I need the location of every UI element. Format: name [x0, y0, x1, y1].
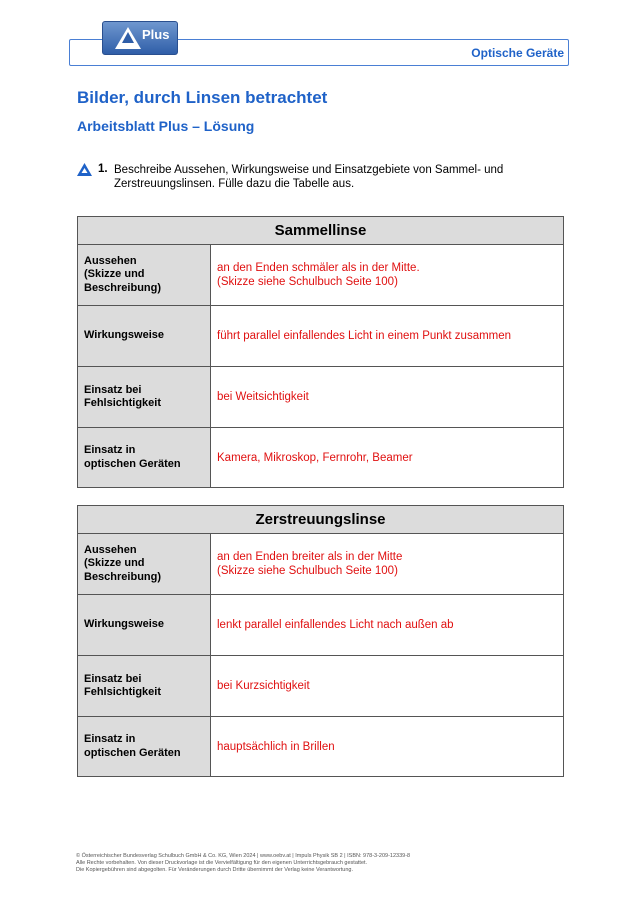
row-answer: lenkt parallel einfallendes Licht nach außen ab [217, 619, 454, 631]
plus-logo [102, 21, 178, 55]
table-row [78, 245, 564, 306]
row-answer: führt parallel einfallendes Licht in einem Punkt zusammen [217, 330, 512, 342]
row-answer: an den Enden schmäler als in der Mitte. (Skizze siehe Schulbuch Seite 100) [217, 262, 420, 288]
footer-copyright: © Österreichischer Bundesverlag Schulbuch GmbH & Co. KG, Wien 2024 | www.oebv.at | Impuls Physik SB 2 | ISBN: 978-3-209-12339-8 [76, 853, 411, 859]
table-row [78, 656, 564, 717]
row-label: Einsatz in optischen Geräten [84, 733, 181, 759]
footer-fees: Die Kopiergebühren sind abgegolten. Für Veränderungen durch Dritte übernimmt der Verlag keine Verantwortung. [76, 867, 354, 873]
row-answer: hauptsächlich in Brillen [217, 740, 335, 753]
row-answer: an den Enden breiter als in der Mitte (Skizze siehe Schulbuch Seite 100) [217, 551, 403, 577]
table-row [78, 717, 564, 777]
table-row [78, 534, 564, 595]
table-row [78, 306, 564, 367]
page-subtitle: Arbeitsblatt Plus – Lösung [77, 118, 255, 134]
row-label: Aussehen (Skizze und Beschreibung) [84, 543, 162, 583]
triangle-task-icon [77, 163, 92, 176]
row-label: Wirkungsweise [84, 618, 164, 631]
table-heading: Zerstreuungslinse [78, 506, 564, 534]
row-label: Einsatz in optischen Geräten [84, 444, 181, 470]
row-label: Aussehen (Skizze und Beschreibung) [84, 254, 162, 294]
row-label: Einsatz bei Fehlsichtigkeit [84, 672, 162, 698]
row-answer: Kamera, Mikroskop, Fernrohr, Beamer [217, 451, 413, 464]
page-title: Bilder, durch Linsen betrachtet [77, 88, 328, 107]
footer-rights: Alle Rechte vorbehalten. Von dieser Druckvorlage ist die Vervielfältigung für den eigenen Unterrichtsgebrauch gestattet. [76, 860, 368, 866]
table-row [78, 595, 564, 656]
row-answer: bei Kurzsichtigkeit [217, 680, 310, 692]
footer [76, 853, 596, 874]
triangle-logo-icon [114, 26, 142, 50]
table-row [78, 428, 564, 488]
table-sammellinse [77, 216, 564, 488]
row-answer: bei Weitsichtigkeit [217, 391, 309, 403]
row-label: Einsatz bei Fehlsichtigkeit [84, 383, 162, 409]
logo-text: Plus [142, 27, 170, 42]
table-heading: Sammellinse [78, 217, 564, 245]
table-row [78, 367, 564, 428]
task-instruction: Beschreibe Aussehen, Wirkungsweise und Einsatzgebiete von Sammel- und Zerstreuungslinsen. Fülle dazu die Tabelle aus. [114, 164, 504, 190]
row-label: Wirkungsweise [84, 329, 164, 342]
section-title: Optische Geräte [471, 46, 564, 60]
task-number: 1. [98, 163, 108, 175]
table-zerstreuungslinse [77, 505, 564, 777]
